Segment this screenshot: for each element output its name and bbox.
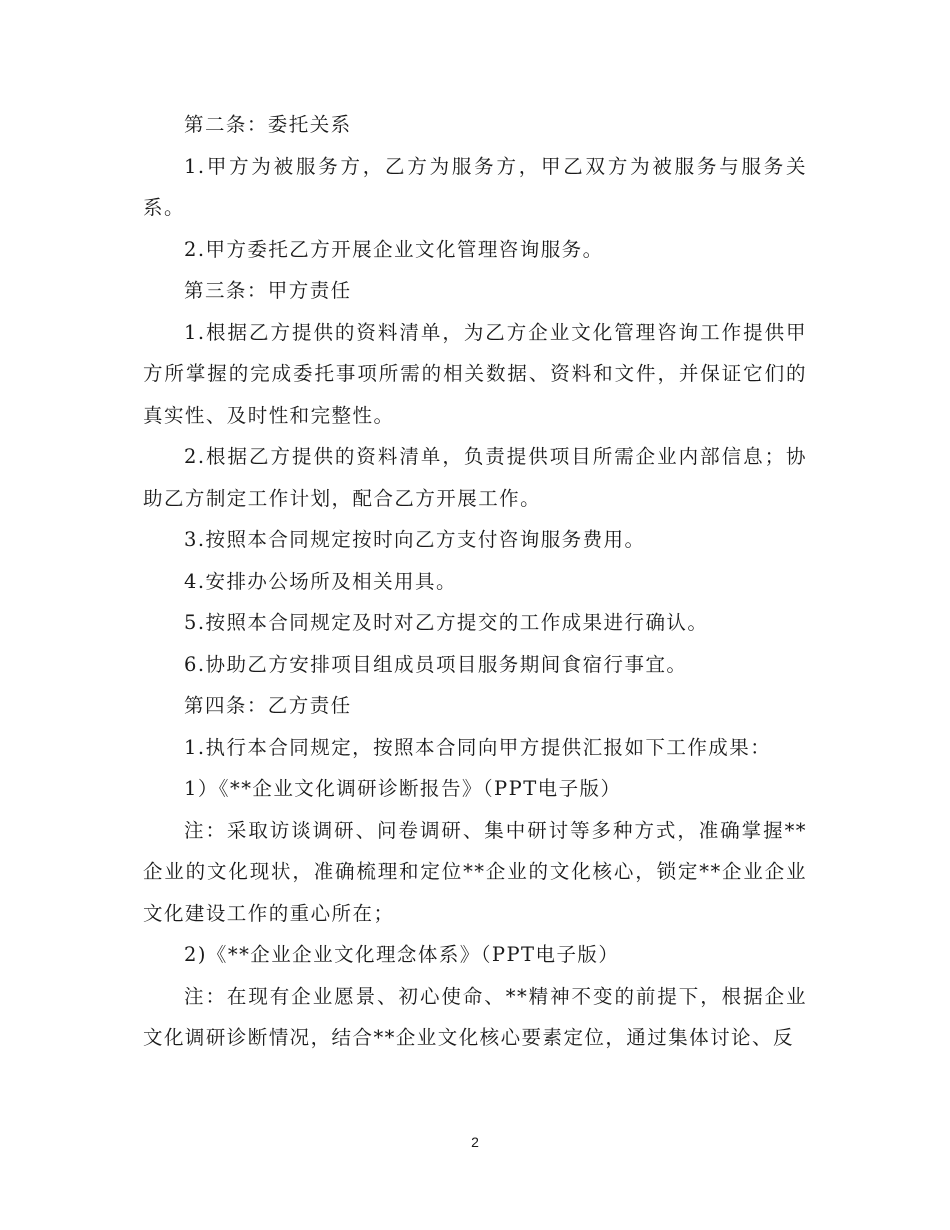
paragraph: 1.根据乙方提供的资料清单，为乙方企业文化管理咨询工作提供甲方所掌握的完成委托事项所需的相关数据、资料和文件，并保证它们的真实性、及时性和完整性。 (143, 320, 807, 427)
deliverable-note: 注：采取访谈调研、问卷调研、集中研讨等多种方式，准确掌握**企业的文化现状，准确梳理和定位**企业的文化核心，锁定**企业企业文化建设工作的重心所在； (143, 818, 807, 925)
document-body (143, 104, 807, 1059)
deliverable-note: 注：在现有企业愿景、初心使命、**精神不变的前提下，根据企业文化调研诊断情况，结合**企业文化核心要素定位，通过集体讨论、反 (143, 984, 807, 1049)
paragraph: 1.甲方为被服务方，乙方为服务方，甲乙双方为被服务与服务关系。 (143, 154, 807, 219)
page-number: 2 (471, 1134, 479, 1150)
paragraph: 2.甲方委托乙方开展企业文化管理咨询服务。 (184, 237, 604, 261)
paragraph: 1.执行本合同规定，按照本合同向甲方提供汇报如下工作成果： (184, 735, 772, 759)
section-heading-article-4: 第四条：乙方责任 (184, 694, 352, 717)
deliverable-item: 1）《**企业文化调研诊断报告》（PPT电子版） (184, 777, 622, 800)
section-heading-article-2: 第二条：委托关系 (184, 113, 352, 136)
paragraph: 3.按照本合同规定按时向乙方支付咨询服务费用。 (184, 528, 646, 551)
deliverable-item: 2)《**企业企业文化理念体系》（PPT电子版） (184, 943, 620, 966)
paragraph: 4.安排办公场所及相关用具。 (184, 569, 457, 593)
paragraph: 5.按照本合同规定及时对乙方提交的工作成果进行确认。 (184, 611, 709, 634)
section-heading-article-3: 第三条：甲方责任 (184, 279, 352, 302)
paragraph: 2.根据乙方提供的资料清单，负责提供项目所需企业内部信息；协助乙方制定工作计划，配合乙方开展工作。 (143, 445, 807, 510)
paragraph: 6.协助乙方安排项目组成员项目服务期间食宿行事宜。 (184, 652, 688, 676)
